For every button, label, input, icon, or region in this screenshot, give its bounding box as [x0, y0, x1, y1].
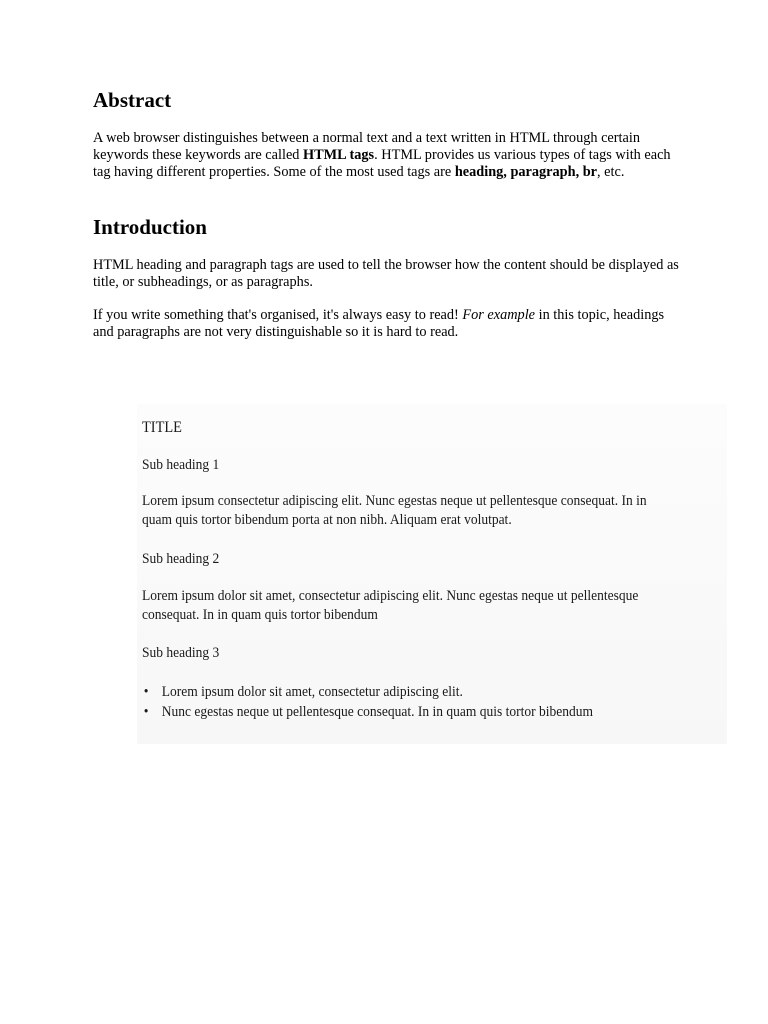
example-paragraph-2: [142, 587, 638, 625]
bullet-icon: •: [143, 684, 149, 700]
list-item: [142, 702, 593, 722]
intro-para-2-text-1: If you write something that's organised, it's always easy to read!: [93, 307, 463, 323]
example-bullet-list: [142, 682, 593, 722]
example-screenshot-figure: [137, 404, 727, 744]
introduction-paragraph-2: [93, 307, 683, 341]
tag-list-bold: heading, paragraph, br: [454, 164, 598, 180]
example-sub-heading-1: Sub heading 1: [142, 457, 220, 473]
introduction-heading: Introduction: [93, 215, 207, 239]
example-paragraph-1-line-1: Lorem ipsum consectetur adipiscing elit. Nunc egestas neque ut pellentesque consequat. In in: [142, 493, 647, 509]
html-tags-bold: HTML tags: [303, 147, 375, 163]
intro-para-2-text-2: in this topic, headings and paragraphs are not very distinguishable so it is hard to read.: [93, 307, 665, 340]
abstract-text-1: A web browser distinguishes between a normal text and a text written in HTML through certain keywords these keywords are called: [93, 130, 640, 163]
example-sub-heading-3: Sub heading 3: [142, 645, 220, 661]
example-title: TITLE: [142, 419, 182, 436]
introduction-paragraph-1: HTML heading and paragraph tags are used to tell the browser how the content should be displayed as title, or subheadings, or as paragraphs.: [93, 257, 679, 290]
list-item-text: Nunc egestas neque ut pellentesque consequat. In in quam quis tortor bibendum: [161, 704, 593, 720]
abstract-paragraph: [93, 130, 683, 181]
list-item: [142, 682, 593, 702]
abstract-text-3: , etc.: [597, 164, 625, 180]
example-paragraph-1: [142, 492, 647, 530]
example-sub-heading-2: Sub heading 2: [142, 551, 220, 567]
abstract-heading: Abstract: [93, 88, 172, 112]
example-paragraph-2-line-2: consequat. In in quam quis tortor bibendum: [142, 607, 378, 623]
abstract-text-2: . HTML provides us various types of tags with each tag having different properties. Some of the most used tags are: [93, 147, 671, 180]
bullet-icon: •: [143, 704, 149, 720]
example-paragraph-1-line-2: quam quis tortor bibendum porta at non nibh. Aliquam erat volutpat.: [142, 512, 512, 528]
list-item-text: Lorem ipsum dolor sit amet, consectetur adipiscing elit.: [161, 684, 463, 700]
example-paragraph-2-line-1: Lorem ipsum dolor sit amet, consectetur adipiscing elit. Nunc egestas neque ut pellentesque: [142, 588, 639, 604]
for-example-italic: For example: [462, 307, 536, 323]
